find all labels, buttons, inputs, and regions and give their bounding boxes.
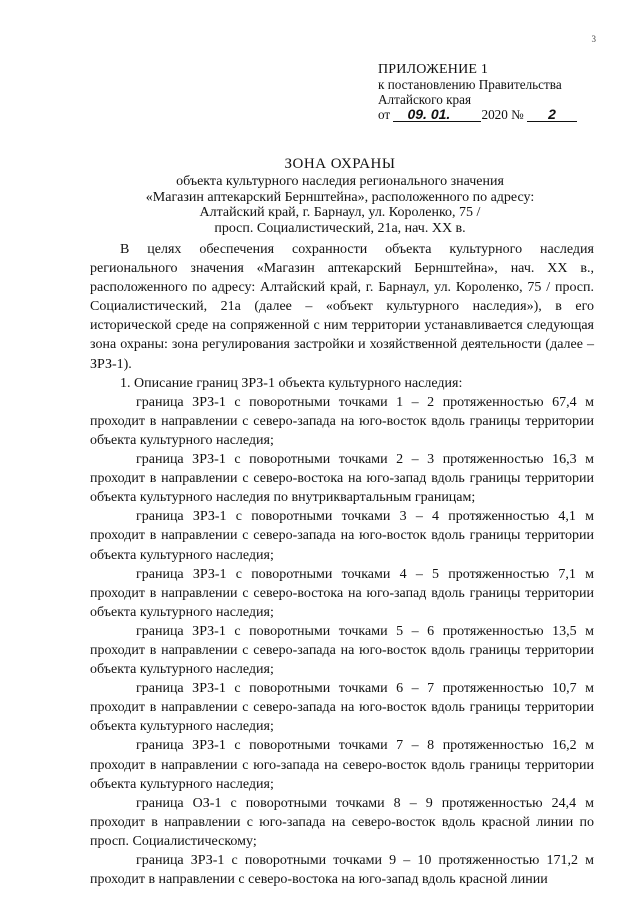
date-value: 09. 01. [393, 108, 481, 122]
document-title: ЗОНА ОХРАНЫ [284, 156, 396, 172]
border-paragraph: граница ЗРЗ-1 с поворотными точками 6 – 7 протяженностью 10,7 м проходит в направлении с северо-запада на юго-восток вдоль границы территории объекта культурного наследия; [90, 681, 594, 735]
number-value: 2 [527, 108, 577, 122]
border-paragraph: граница ЗРЗ-1 с поворотными точками 4 – 5 протяженностью 7,1 м проходит в направлении с северо-востока на юго-запад вдоль границы территории объекта культурного наследия; [90, 566, 594, 620]
number-sign: № [511, 107, 524, 122]
section-heading: 1. Описание границ ЗРЗ-1 объекта культурного наследия: [120, 375, 463, 391]
border-paragraph: граница ЗРЗ-1 с поворотными точками 5 – 6 протяженностью 13,5 м проходит в направлении с северо-запада на юго-восток вдоль границы территории объекта культурного наследия; [90, 623, 594, 678]
appendix-line-1: к постановлению Правительства [378, 77, 562, 92]
border-paragraph: граница ЗРЗ-1 с поворотными точками 7 – 8 протяженностью 16,2 м проходит в направлении с юго-запада на северо-восток вдоль границы территории объекта культурного наследия; [90, 738, 594, 792]
subtitle-line: объекта культурного наследия регионального значения [176, 174, 504, 189]
appendix-date-line [378, 107, 618, 122]
subtitle-line: Алтайский край, г. Барнаул, ул. Короленко, 75 / [199, 205, 481, 220]
border-paragraph: граница ЗРЗ-1 с поворотными точками 1 – 2 протяженностью 67,4 м проходит в направлении с северо-запада на юго-восток вдоль границы территории объекта культурного наследия; [90, 394, 594, 448]
border-paragraph: граница ЗРЗ-1 с поворотными точками 3 – 4 протяженностью 4,1 м проходит в направлении с северо-запада на юго-восток вдоль границы территории объекта культурного наследия; [90, 509, 594, 563]
border-paragraph: граница ОЗ-1 с поворотными точками 8 – 9 протяженностью 24,4 м проходит в направлении с юго-запада на северо-восток вдоль красной линии по просп. Социалистическому; [90, 795, 594, 849]
year: 2020 [481, 107, 508, 122]
title-block [80, 156, 600, 236]
subtitle-line: просп. Социалистический, 21а, нач. XX в. [214, 220, 466, 236]
page-number: 3 [591, 34, 596, 44]
appendix-block [378, 62, 618, 122]
appendix-line-2: Алтайского края [378, 92, 472, 107]
subtitle-line: «Магазин аптекарский Бернштейна», расположенного по адресу: [145, 189, 535, 205]
intro-paragraph: В целях обеспечения сохранности объекта культурного наследия регионального значения «Магазин аптекарский Бернштейна», нач. XX в., расположенного по адресу: Алтайский край, г. Барнаул, ул. Короленко, 75 / просп. Социалистический, 21а (далее – «объект культурного наследия»), в его исторической среде на сопряженной с ним территории устанавливается следующая зона охраны: зона регулирования застройки и хозяйственной деятельности (далее – ЗРЗ-1). [90, 242, 594, 372]
from-label: от [378, 107, 391, 122]
appendix-heading: ПРИЛОЖЕНИЕ 1 [378, 62, 489, 77]
document-body [90, 240, 594, 889]
border-paragraph: граница ЗРЗ-1 с поворотными точками 2 – 3 протяженностью 16,3 м проходит в направлении с северо-востока на юго-запад вдоль границы территории объекта культурного наследия по внутриквартальным границам; [90, 452, 594, 506]
border-paragraph: граница ЗРЗ-1 с поворотными точками 9 – 10 протяженностью 171,2 м проходит в направлении с северо-востока на юго-запад вдоль красной линии [90, 853, 594, 888]
